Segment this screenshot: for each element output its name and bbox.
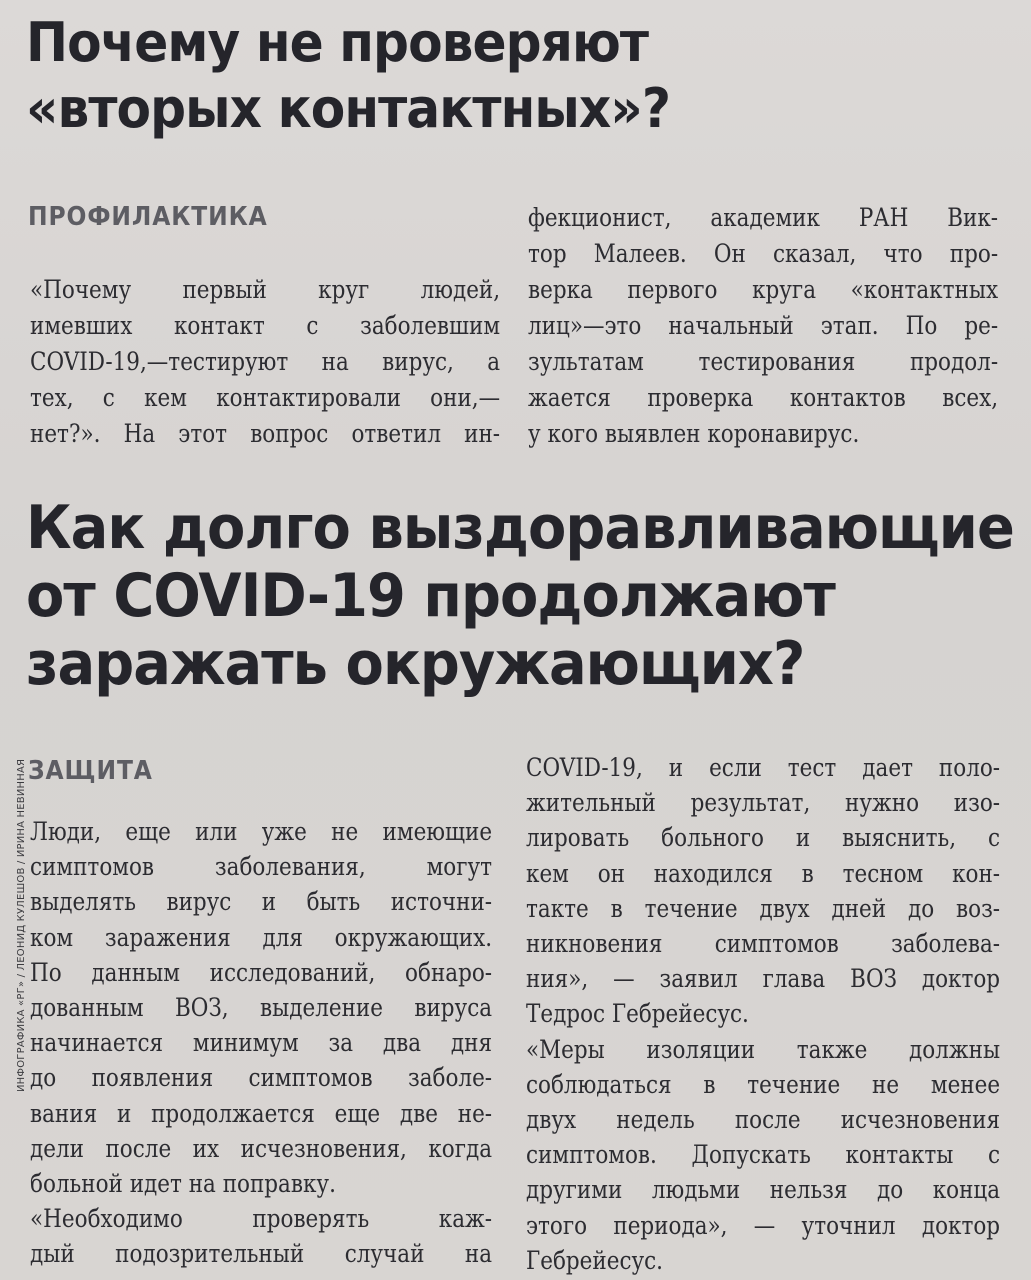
article1-rubric: ПРОФИЛАКТИКА (28, 202, 268, 232)
text-line: жается проверка контактов всех, (528, 383, 999, 412)
article2-headline-line1: Как долго выздоравливающие (26, 493, 1014, 563)
text-line: Люди, еще или уже не имеющие (30, 817, 493, 846)
text-line: фекционист, академик РАН Вик- (528, 203, 999, 232)
text-line: больной идет на поправку. (30, 1169, 336, 1199)
text-line: этого периода», — уточнил доктор (526, 1210, 1001, 1240)
text-line: «Почему первый круг людей, (30, 275, 501, 304)
text-line: COVID-19,—тестируют на вирус, а (30, 347, 501, 376)
article1-headline (26, 10, 670, 142)
text-line: тор Малеев. Он сказал, что про- (528, 239, 999, 268)
text-line: тех, с кем контактировали они,— (30, 383, 501, 412)
text-line: вания и продолжается еще две не- (30, 1098, 493, 1128)
article1-headline-line2: «вторых контактных»? (26, 77, 671, 140)
article2-headline-line3: заражать окружающих? (26, 629, 805, 699)
text-line: до появления симптомов заболе- (30, 1063, 493, 1093)
text-line: ния», — заявил глава ВОЗ доктор (526, 964, 1001, 994)
text-line: лировать больного и выяснить, с (526, 823, 1001, 853)
article1-column-right (528, 200, 998, 452)
text-line: кем он находился в тесном кон- (526, 858, 1001, 888)
article1-headline-line1: Почему не проверяют (26, 11, 649, 74)
text-line: По данным исследований, обнаро- (30, 957, 493, 987)
text-line: COVID-19, и если тест дает поло- (526, 753, 1001, 782)
text-line: ком заражения для окружающих. (30, 922, 493, 952)
infographic-credit: ИНФОГРАФИКА «РГ» / ЛЕОНИД КУЛЕШОВ / ИРИНА НЕВИННАЯ (16, 758, 27, 1092)
text-line: Гебрейесус. (526, 1245, 664, 1275)
text-line: выделять вирус и быть источни- (30, 887, 493, 917)
text-line: начинается минимум за два дня (30, 1028, 493, 1058)
text-line: симптомов заболевания, могут (30, 852, 493, 882)
text-line: дели после их исчезновения, когда (30, 1133, 493, 1163)
text-line: «Меры изоляции также должны (526, 1034, 1001, 1064)
text-line: у кого выявлен коронавирус. (528, 419, 860, 448)
text-line: Тедрос Гебрейесус. (526, 999, 749, 1029)
text-line: нет?». На этот вопрос ответил ин- (30, 419, 501, 448)
text-line: такте в течение двух дней до воз- (526, 893, 1001, 923)
text-line: «Необходимо проверять каж- (30, 1204, 493, 1234)
text-line: дованным ВОЗ, выделение вируса (30, 993, 493, 1023)
article2-headline (26, 494, 1014, 698)
article2-column-right (526, 750, 1000, 1278)
article2-headline-line2: от COVID-19 продолжают (26, 561, 835, 631)
text-line: жительный результат, нужно изо- (526, 788, 1001, 818)
text-line: двух недель после исчезновения (526, 1105, 1001, 1135)
text-line: верка первого круга «контактных (528, 275, 999, 304)
text-line: зультатам тестирования продол- (528, 347, 999, 376)
text-line: имевших контакт с заболевшим (30, 311, 501, 340)
article1-column-left (30, 272, 500, 452)
text-line: лиц»—это начальный этап. По ре- (528, 311, 999, 340)
text-line: другими людьми нельзя до конца (526, 1175, 1001, 1205)
text-line: соблюдаться в течение не менее (526, 1069, 1001, 1099)
text-line: никновения симптомов заболева- (526, 929, 1001, 959)
text-line: симптомов. Допускать контакты с (526, 1140, 1001, 1170)
article2-column-left (30, 814, 492, 1272)
article2-rubric: ЗАЩИТА (28, 756, 153, 786)
text-line: дый подозрительный случай на (30, 1239, 493, 1269)
